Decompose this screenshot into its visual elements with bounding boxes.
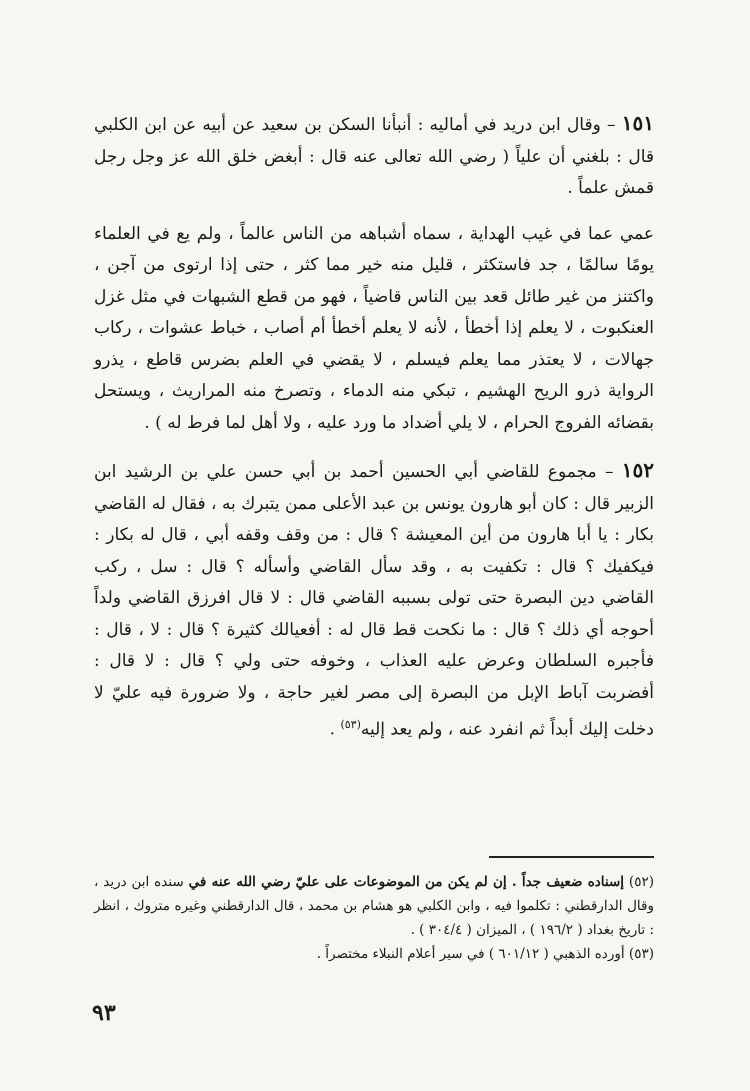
entry-number: ١٥٢ xyxy=(621,458,655,482)
entry-number: ١٥١ xyxy=(621,111,654,135)
footnotes xyxy=(94,870,654,966)
entry-151-quote: عمي عما في غيب الهداية ، سماه أشباهه من الناس عالماً ، ولم يع في العلماء يومًا سالمًا ، جد فاستكثر ، قليل منه خير مما كثر ، حتى إذا ارتوى من آجن ، واكتنز من غير طائل قعد بين الناس قاضياً ، فهو من قطع الشبهات في مثل غزل العنكبوت ، لا يعلم إذا أخطأ ، لأنه لا يعلم أخطأ أم أصاب ، خباط عشوات ، ركاب جهالات ، لا يعتذر مما يعلم فيسلم ، لا يقضي في العلم بضرس قاطع ، يذرو الرواية ذرو الريح الهشيم ، تبكي منه الدماء ، وتصرخ منه المراريث ، ويستحل بقضائه الفروج الحرام ، لا يلي أضداد ما ورد عليه ، ولا أهل لما فرط له ) . xyxy=(94,223,654,433)
entry-151 xyxy=(94,108,654,205)
entry-dash: – xyxy=(600,115,622,135)
entry-text: وقال ابن دريد في أماليه : أنبأنا السكن بن سعيد عن أبيه عن ابن الكلبي قال : بلغني أن علياً ( رضي الله تعالى عنه قال : أبغض خلق الله عز وجل رجل قمش علماً . xyxy=(94,115,654,198)
footnote-divider xyxy=(489,856,654,858)
footnote-53 xyxy=(94,942,654,966)
entry-end: . xyxy=(329,719,341,740)
footnote-bold-text: إسناده ضعيف جداً . إن لم يكن من الموضوعات على عليّ رضي الله عنه في xyxy=(188,874,625,890)
footnote-ref: (٥٣) xyxy=(340,718,361,731)
footnote-text: سنده ابن دريد ، وقال الدارقطني : تكلموا فيه ، وابن الكلبي هو هشام بن محمد ، قال الدارقطني وغيره متروك ، انظر : تاريخ بغداد ( ١٩٦/٢ ) ، الميزان ( ٣٠٤/٤ ) . xyxy=(94,874,654,938)
entry-152 xyxy=(94,455,654,746)
entry-text: مجموع للقاضي أبي الحسين أحمد بن أبي حسن علي بن الرشيد ابن الزبير قال : كان أبو هارون يونس بن عبد الأعلى ممن يتبرك به ، فقال له القاضي بكار : يا أبا هارون من أين المعيشة ؟ قال : من وقف وقفه أبي ، قال له بكار : فيكفيك ؟ قال : تكفيت به ، وقد سأل القاضي وأسأله ؟ قال : سل ، ركب القاضي دين البصرة حتى تولى بسببه القاضي قال : لا قال افرزق القاضي ولداً أحوجه أي ذلك ؟ قال : ما نكحت قط قال له : أفعيالك كثيرة ؟ قال : لا ، قال : فأجبره السلطان وعرض عليه العذاب ، وخوفه حتى ولي ؟ قال : لا قال : أفضربت آباط الإبل من البصرة إلى مصر لغير حاجة ، ولا ضرورة فيه عليّ لا دخلت إليك أبداً ثم انفرد عنه ، ولم يعد إليه xyxy=(94,462,654,740)
footnote-text: أورده الذهبي ( ٦٠١/١٢ ) في سير أعلام النبلاء مختصراً . xyxy=(316,946,625,962)
page-number: ٩٣ xyxy=(92,1000,116,1026)
footnote-label: (٥٣) xyxy=(628,946,654,962)
main-text xyxy=(94,108,654,746)
footnote-52 xyxy=(94,870,654,942)
entry-dash: – xyxy=(596,462,622,482)
footnote-label: (٥٢) xyxy=(628,874,654,890)
